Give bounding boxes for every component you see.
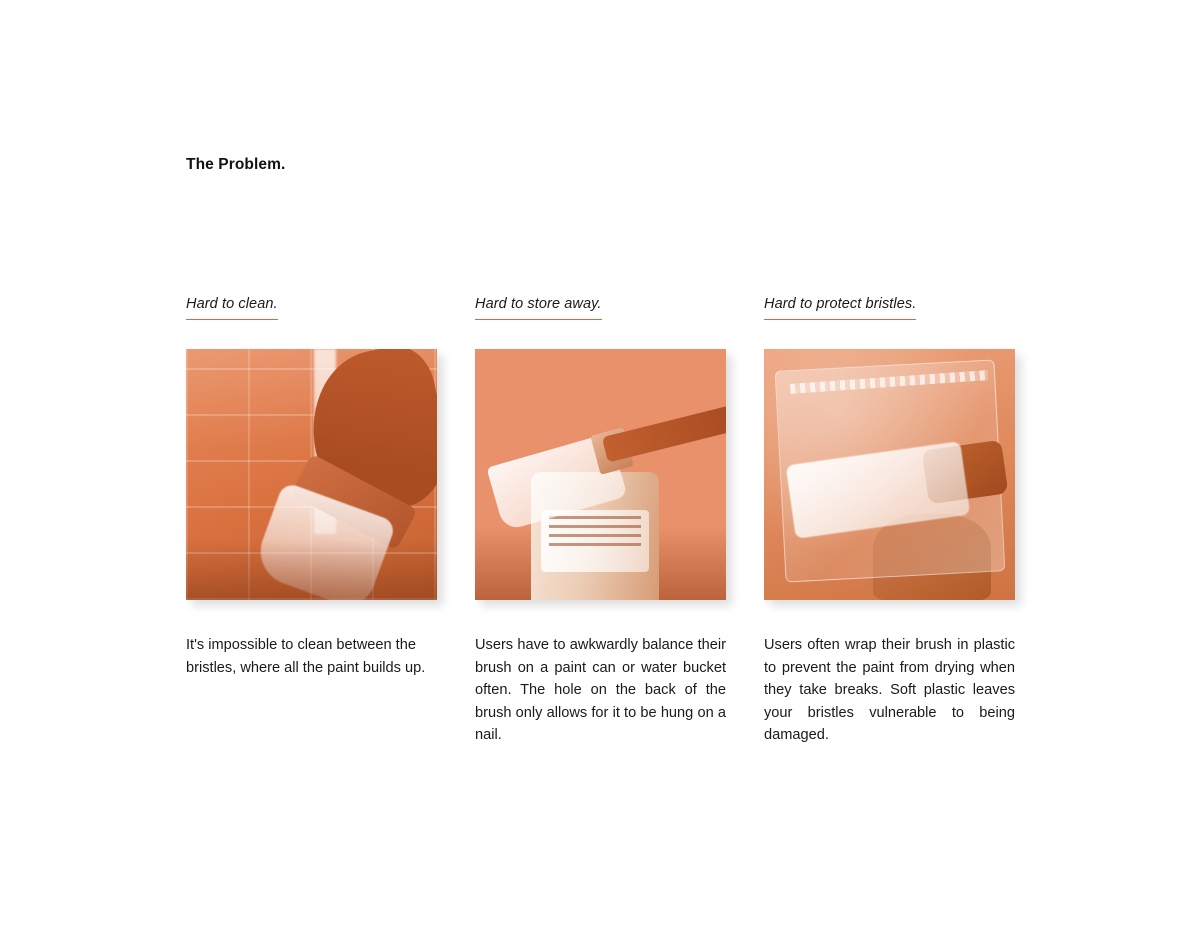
column-caption: It's impossible to clean between the bristles, where all the paint builds up. (186, 637, 426, 676)
problem-column-protect (764, 296, 1015, 747)
column-heading: Hard to protect bristles. (764, 296, 916, 320)
photo-brush-balanced-on-paint-can (475, 349, 726, 600)
problem-columns (186, 296, 1016, 747)
column-caption: Users have to awkwardly balance their brush on a paint can or water bucket often. The hole on the back of the brush only allows for it to be hung on a nail. (475, 637, 726, 744)
problem-column-store (475, 296, 726, 747)
column-caption: Users often wrap their brush in plastic to prevent the paint from drying when they take breaks. Soft plastic leaves your bristles vulnerable to being damaged. (764, 637, 1015, 744)
column-heading: Hard to store away. (475, 296, 602, 320)
column-heading: Hard to clean. (186, 296, 278, 320)
page-title: The Problem. (186, 156, 286, 173)
photo-brush-wrapped-in-plastic-bag (764, 349, 1015, 600)
problem-column-clean (186, 296, 437, 747)
photo-washing-brush-under-faucet (186, 349, 437, 600)
